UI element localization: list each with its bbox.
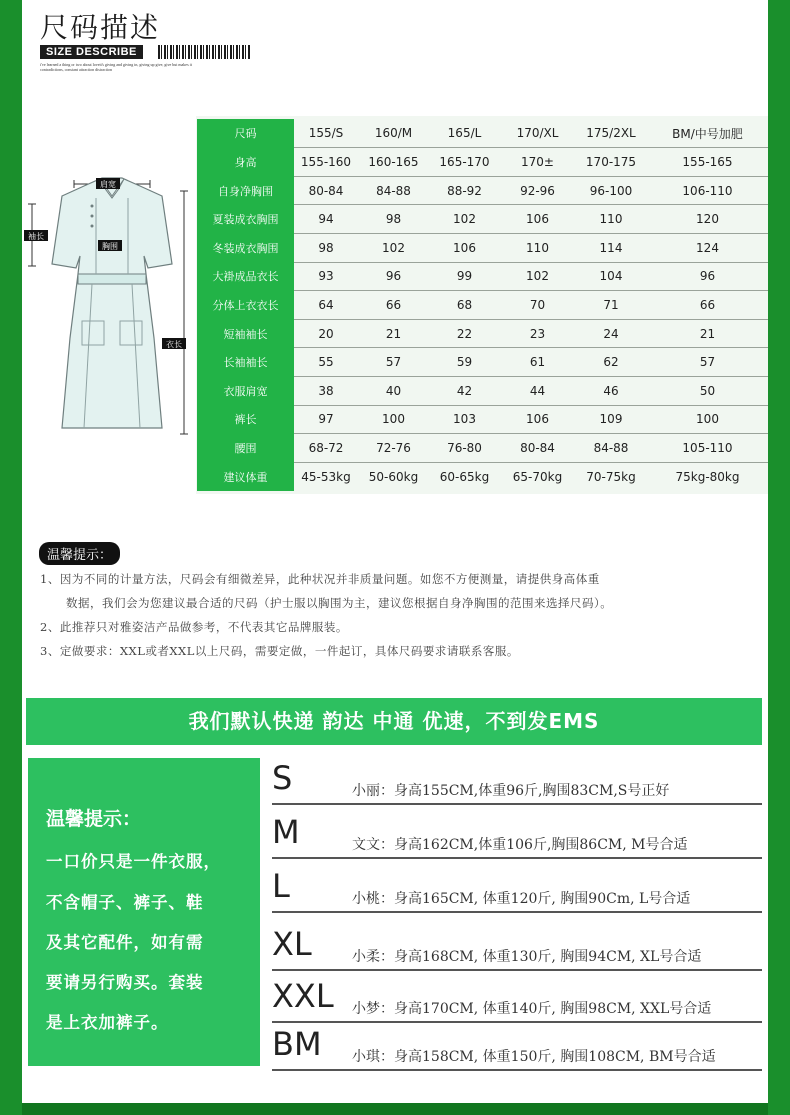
tip-box-line: 不含帽子、裤子、鞋 [46, 893, 204, 912]
size-table-cell: 80-84 [500, 434, 575, 463]
tip-box-heading: 温馨提示： [46, 808, 142, 830]
size-table-cell: 106 [500, 205, 575, 234]
tip-box-line: 是上衣加裤子。 [46, 1013, 169, 1032]
size-table-cell: 175/2XL [575, 119, 647, 148]
size-table-cell: 170/XL [500, 119, 575, 148]
size-table-row [197, 205, 768, 234]
size-table-cell: 104 [575, 262, 647, 291]
size-table-row-label: 长袖袖长 [197, 348, 294, 377]
size-table-cell: 46 [575, 376, 647, 405]
size-table-cell: 40 [358, 376, 429, 405]
size-description: 文文：身高162CM,体重106斤,胸围86CM, M号合适 [352, 837, 688, 853]
tip-box-line: 及其它配件，如有需 [46, 933, 204, 952]
size-table-cell: 24 [575, 319, 647, 348]
size-table-row-label: 身高 [197, 148, 294, 177]
size-table-row-label: 衣服肩宽 [197, 376, 294, 405]
size-table-row [197, 319, 768, 348]
size-table-row-label: 冬装成衣胸围 [197, 233, 294, 262]
size-table-cell: 23 [500, 319, 575, 348]
size-table-cell: 96-100 [575, 176, 647, 205]
size-table-cell: 110 [500, 233, 575, 262]
size-table-cell: 93 [294, 262, 358, 291]
size-table-row [197, 119, 768, 148]
size-table-row-label: 尺码 [197, 119, 294, 148]
size-table-cell: BM/中号加肥 [647, 119, 768, 148]
size-table-cell: 170± [500, 148, 575, 177]
size-table-cell: 57 [647, 348, 768, 377]
size-table-cell: 55 [294, 348, 358, 377]
size-table-cell: 76-80 [429, 434, 500, 463]
decorative-tiny-text: i've learned a thing or two about loveit's giving and giving in, giving up give, give but makes it contradictions, constant attraction distraction [40, 62, 192, 72]
reminder-pill: 温馨提示： [39, 542, 120, 565]
size-table-cell: 97 [294, 405, 358, 434]
size-table-cell: 38 [294, 376, 358, 405]
size-table-cell: 50-60kg [368, 469, 419, 484]
size-example-row [272, 973, 762, 1023]
size-example-row [272, 809, 762, 859]
length-label: 衣长 [166, 340, 182, 349]
size-table-cell: 120 [647, 205, 768, 234]
size-table-cell: 99 [429, 262, 500, 291]
size-table-cell: 160/M [358, 119, 429, 148]
size-table-cell: 62 [575, 348, 647, 377]
size-table-row-label: 建议体重 [197, 462, 294, 491]
size-description: 小琪：身高158CM, 体重150斤, 胸围108CM, BM号合适 [352, 1049, 716, 1065]
size-table-cell: 155/S [294, 119, 358, 148]
size-table-cell: 68-72 [294, 434, 358, 463]
size-table-cell: 124 [647, 233, 768, 262]
size-table-cell: 88-92 [429, 176, 500, 205]
size-table-cell: 100 [647, 405, 768, 434]
size-table-row [197, 176, 768, 205]
size-table-cell: 61 [500, 348, 575, 377]
size-table-cell: 100 [358, 405, 429, 434]
size-table [197, 119, 768, 491]
chest-label: 胸围 [102, 242, 118, 251]
size-table-row [197, 233, 768, 262]
size-table-row-label: 夏装成衣胸围 [197, 205, 294, 234]
size-table-cell: 102 [429, 205, 500, 234]
size-table-cell: 70 [500, 291, 575, 320]
size-table-row-label: 自身净胸围 [197, 176, 294, 205]
size-table-cell: 45-53kg [301, 469, 351, 484]
size-code: L [272, 867, 290, 905]
size-code: M [272, 813, 300, 851]
shoulder-label: 肩宽 [100, 180, 116, 189]
size-table-cell: 66 [358, 291, 429, 320]
size-table-cell: 106 [500, 405, 575, 434]
size-table-cell: 102 [500, 262, 575, 291]
size-table-row [197, 462, 768, 491]
size-chart [22, 116, 768, 494]
size-description: 小丽：身高155CM,体重96斤,胸围83CM,S号正好 [352, 783, 670, 799]
size-table-cell: 94 [294, 205, 358, 234]
size-table-cell: 106 [429, 233, 500, 262]
size-table-cell: 170-175 [575, 148, 647, 177]
subtitle-banner: SIZE DESCRIBE [40, 45, 143, 59]
size-table-cell: 59 [429, 348, 500, 377]
size-table-cell: 160-165 [358, 148, 429, 177]
size-code: BM [272, 1025, 322, 1063]
size-example-row [272, 921, 762, 971]
size-table-row-label: 分体上衣衣长 [197, 291, 294, 320]
size-table-cell: 66 [647, 291, 768, 320]
size-table-cell: 80-84 [294, 176, 358, 205]
size-table-row [197, 376, 768, 405]
tip-box-line: 一口价只是一件衣服， [46, 852, 221, 871]
size-table-cell: 155-160 [294, 148, 358, 177]
size-table-cell: 109 [575, 405, 647, 434]
size-code: S [272, 759, 293, 797]
size-table-cell: 72-76 [358, 434, 429, 463]
size-table-cell: 60-65kg [439, 469, 490, 484]
size-table-cell: 92-96 [500, 176, 575, 205]
nurse-dress-drawing [22, 116, 196, 494]
size-table-cell: 114 [575, 233, 647, 262]
size-table-row-label: 大褂成品衣长 [197, 262, 294, 291]
size-example-row [272, 1021, 762, 1071]
size-table-cell: 155-165 [647, 148, 768, 177]
tip-box-line: 要请另行购买。套装 [46, 973, 204, 992]
size-table-row [197, 291, 768, 320]
size-table-cell: 165-170 [429, 148, 500, 177]
size-table-row [197, 148, 768, 177]
size-table-cell: 68 [429, 291, 500, 320]
size-table-cell: 98 [358, 205, 429, 234]
size-table-row-label: 裤长 [197, 405, 294, 434]
size-example-row [272, 863, 762, 913]
reminder-note: 数据，我们会为您建议最合适的尺码（护士服以胸围为主，建议您根据自身净胸围的范围来选择尺码）。 [66, 596, 613, 610]
size-table-cell: 102 [358, 233, 429, 262]
size-table-cell: 98 [294, 233, 358, 262]
size-table-row-label: 腰围 [197, 434, 294, 463]
size-table-cell: 165/L [429, 119, 500, 148]
size-table-cell: 57 [358, 348, 429, 377]
size-table-cell: 75kg-80kg [675, 469, 740, 484]
size-table-row [197, 434, 768, 463]
size-table-cell: 84-88 [575, 434, 647, 463]
size-table-cell: 96 [647, 262, 768, 291]
garment-illustration [22, 116, 196, 494]
size-code: XXL [272, 977, 334, 1015]
size-description: 小梦：身高170CM, 体重140斤, 胸围98CM, XXL号合适 [352, 1001, 712, 1017]
size-table-cell: 84-88 [358, 176, 429, 205]
size-table-row [197, 348, 768, 377]
page-title: 尺码描述 [40, 11, 161, 44]
size-table-cell: 65-70kg [512, 469, 563, 484]
barcode-decoration [158, 45, 250, 59]
size-table-row [197, 405, 768, 434]
size-table-cell: 42 [429, 376, 500, 405]
size-table-cell: 96 [358, 262, 429, 291]
page-panel [22, 0, 768, 1103]
size-table-cell: 21 [647, 319, 768, 348]
size-description: 小柔：身高168CM, 体重130斤, 胸围94CM, XL号合适 [352, 949, 702, 965]
size-table-cell: 64 [294, 291, 358, 320]
size-table-cell: 70-75kg [586, 469, 636, 484]
shipping-banner: 我们默认快递 韵达 中通 优速，不到发EMS [26, 698, 762, 745]
size-table-cell: 71 [575, 291, 647, 320]
size-table-cell: 44 [500, 376, 575, 405]
size-table-cell: 22 [429, 319, 500, 348]
reminder-note: 2、此推荐只对雅姿洁产品做参考，不代表其它品牌服装。 [40, 620, 348, 634]
tip-box [28, 758, 260, 1066]
size-table-cell: 106-110 [647, 176, 768, 205]
size-table-cell: 110 [575, 205, 647, 234]
size-table-cell: 21 [358, 319, 429, 348]
size-code: XL [272, 925, 312, 963]
size-table-row [197, 262, 768, 291]
sleeve-label: 袖长 [28, 232, 44, 241]
size-table-cell: 20 [294, 319, 358, 348]
panel-bottom-edge [22, 1103, 768, 1115]
reminder-note: 1、因为不同的计量方法，尺码会有细微差异，此种状况并非质量问题。如您不方便测量，请提供身高体重 [40, 572, 600, 586]
size-table-row-label: 短袖袖长 [197, 319, 294, 348]
size-table-cell: 103 [429, 405, 500, 434]
size-table-cell: 50 [647, 376, 768, 405]
reminder-note: 3、定做要求：XXL或者XXL以上尺码，需要定做，一件起订，具体尺码要求请联系客服。 [40, 644, 519, 658]
size-example-row [272, 755, 762, 805]
size-table-cell: 105-110 [647, 434, 768, 463]
size-description: 小桃：身高165CM, 体重120斤, 胸围90Cm, L号合适 [352, 891, 691, 907]
